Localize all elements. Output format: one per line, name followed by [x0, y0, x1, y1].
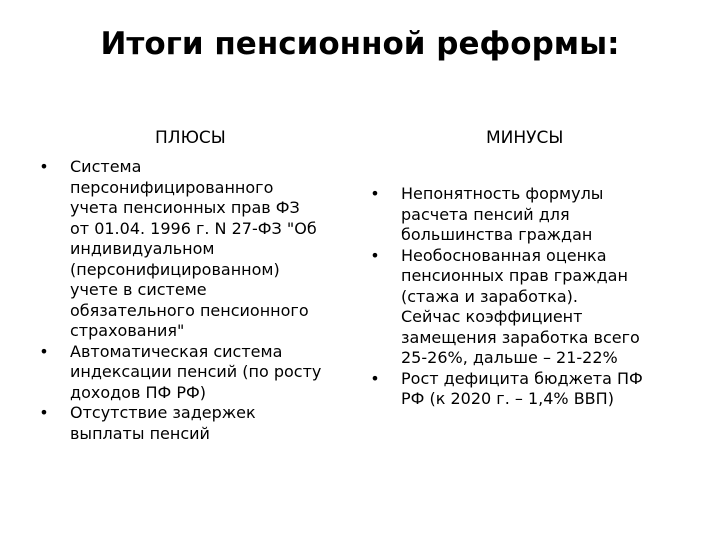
pluses-item — [34, 403, 354, 444]
list-item-line: Сейчас коэффициент — [401, 307, 583, 326]
list-item-line: персонифицированного — [70, 177, 274, 197]
list-item-line: от 01.04. 1996 г. N 27-ФЗ "Об — [70, 218, 317, 238]
list-item-line: Автоматическая система — [70, 341, 283, 361]
minuses-item — [365, 184, 695, 246]
bullet-icon: • — [39, 157, 49, 176]
list-item-line: Непонятность формулы — [401, 184, 604, 203]
minuses-item — [365, 246, 695, 308]
list-item-line: большинства граждан — [401, 225, 593, 244]
pluses-heading: ПЛЮСЫ — [155, 128, 226, 148]
list-item-line: Необоснованная оценка — [401, 245, 607, 265]
list-item-line: пенсионных прав граждан — [401, 266, 628, 285]
list-item-line: Рост дефицита бюджета ПФ — [401, 368, 643, 388]
list-item-line: (стажа и заработка). — [401, 286, 578, 306]
list-item-line: учете в системе — [70, 280, 207, 299]
list-item-line: РФ (к 2020 г. – 1,4% ВВП) — [401, 389, 614, 408]
list-item-line: учета пенсионных прав ФЗ — [70, 198, 300, 217]
list-item-line: индивидуальном — [70, 239, 215, 258]
list-item-line: индексации пенсий (по росту — [70, 362, 322, 381]
minuses-list — [365, 184, 695, 410]
pluses-item — [34, 157, 354, 342]
list-item-line: Система — [70, 157, 142, 176]
bullet-icon: • — [39, 341, 49, 361]
bullet-icon: • — [370, 184, 380, 203]
minuses-item — [365, 369, 695, 410]
list-item-line: замещения заработка всего — [401, 327, 640, 347]
list-item-line: Отсутствие задержек — [70, 403, 256, 422]
list-item-line: (персонифицированном) — [70, 259, 280, 279]
list-item-line: расчета пенсий для — [401, 204, 570, 224]
bullet-icon: • — [370, 245, 380, 265]
bullet-icon: • — [39, 403, 49, 422]
list-item-line: доходов ПФ РФ) — [70, 382, 207, 402]
pluses-list — [34, 157, 354, 444]
pluses-item — [34, 342, 354, 404]
list-item-line: выплаты пенсий — [70, 423, 210, 443]
slide-title: Итоги пенсионной реформы: — [100, 26, 620, 62]
minuses-heading: МИНУСЫ — [486, 128, 564, 148]
bullet-icon: • — [370, 368, 380, 388]
list-item-line: страхования" — [70, 321, 185, 340]
list-item-line: 25-26%, дальше – 21-22% — [401, 348, 618, 367]
minuses-item — [365, 307, 695, 369]
list-item-line: обязательного пенсионного — [70, 300, 309, 320]
